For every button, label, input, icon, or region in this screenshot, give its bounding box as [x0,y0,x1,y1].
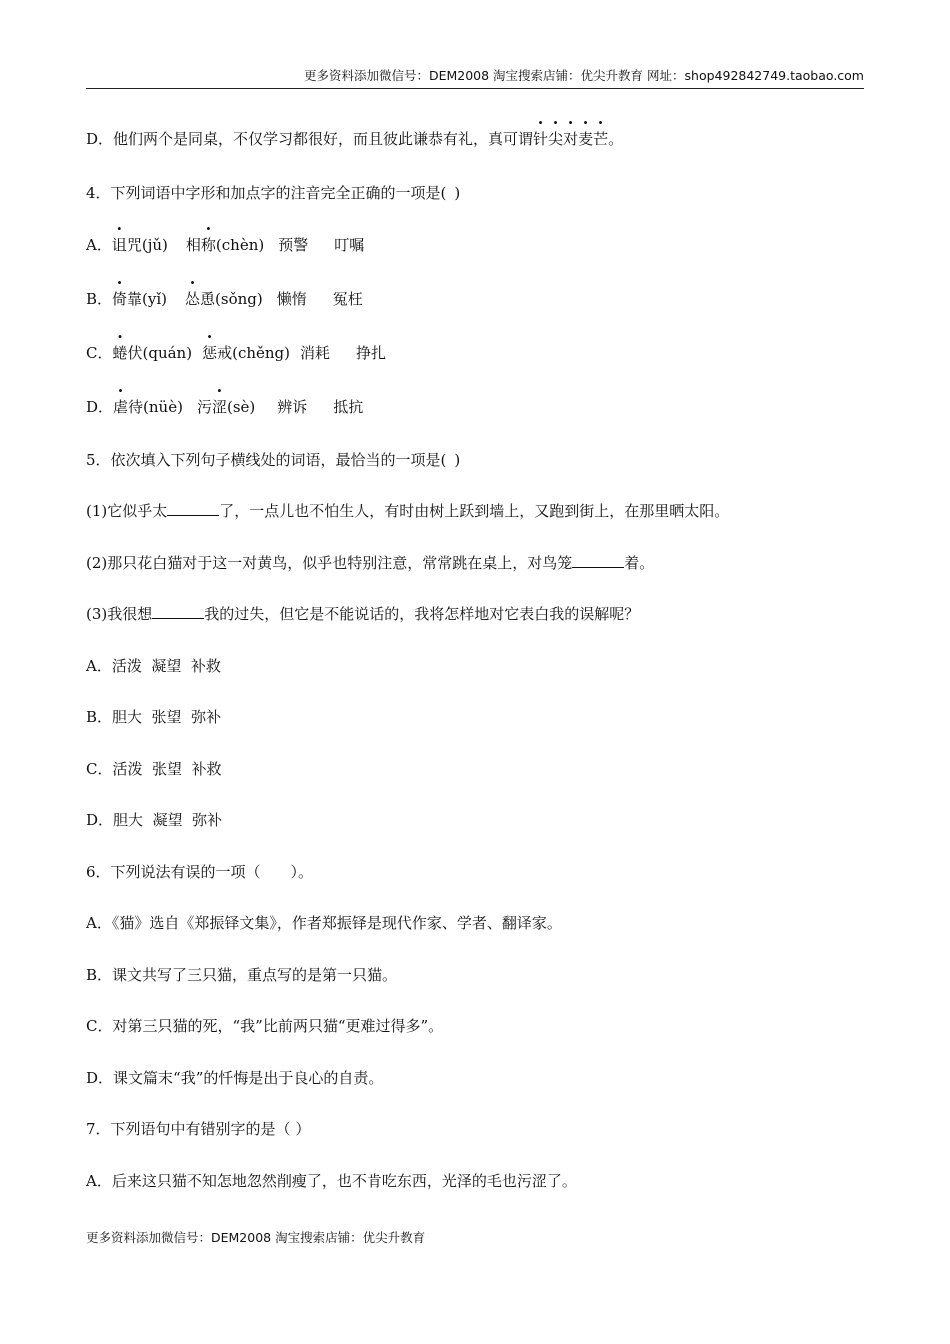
word-prefix: 相 [185,236,201,254]
word-4: 抵抗 [333,398,364,416]
word-4: 叮嘱 [334,236,365,254]
option-label: D． [86,398,114,416]
word-prefix: 污 [196,398,212,416]
q3-d-suffix: 。 [608,130,624,148]
q6-option-b: B．课文共写了三只猫，重点写的是第一只猫。 [86,966,398,984]
q5-option-a: A．活泼 凝望 补救 [86,657,221,675]
fill-blank [167,501,219,516]
dotted-char: 倚 [112,290,128,308]
fill-blank [572,553,624,568]
word-rest: 咒(jǔ) [126,236,168,254]
dotted-char: 诅 [111,236,127,254]
q5-stem-end: ) [454,451,461,469]
q6-option-d: D．课文篇末“我”的忏悔是出于良心的自责。 [86,1069,384,1087]
q5-stem-text: 5．依次填入下列句子横线处的词语，最恰当的一项是( [86,451,447,469]
q5-sentence-1 [86,500,729,522]
option-label: B． [86,290,113,308]
word-rest: (sè) [226,398,256,416]
q5-sentence-2 [86,552,654,574]
word-rest: 待(nüè) [128,398,183,416]
q4-option-d [86,396,363,418]
word-rest: 戒(chěng) [217,344,290,362]
page-footer [86,1228,425,1246]
fill-blank [152,604,204,619]
dotted-char: 芒 [593,130,609,148]
sentence-post: 着。 [624,554,655,572]
word-rest: (chèn) [215,236,265,254]
sentence-pre: (3)我很想 [86,605,153,623]
header-text: 更多资料添加微信号：DEM2008 淘宝搜索店铺：优尖升教育 网址：shop492842749.taobao.com [303,68,864,83]
q5-option-d: D．胆大 凝望 弥补 [86,811,223,829]
word-3: 辨诉 [277,398,308,416]
q4-option-b [86,288,363,310]
q4-stem [86,182,460,204]
dotted-char: 虐 [113,398,129,416]
footer-text: 更多资料添加微信号：DEM2008 淘宝搜索店铺：优尖升教育 [86,1230,426,1245]
q5-sentence-3 [86,603,639,625]
page-header [86,66,864,89]
q4-option-a [86,234,364,256]
dotted-char: 惩 [202,344,218,362]
word-rest: 靠(yǐ) [127,290,168,308]
sentence-post: 了，一点儿也不怕生人，有时由树上跃到墙上，又跑到街上，在那里晒太阳。 [219,502,730,520]
q5-option-b: B．胆大 张望 弥补 [86,708,222,726]
dotted-char: 称 [200,236,216,254]
q5-stem [86,449,460,471]
word-rest: 伏(quán) [127,344,193,362]
sentence-pre: (2)那只花白猫对于这一对黄鸟，似乎也特别注意，常常跳在桌上，对鸟笼 [86,554,573,572]
word-3: 懒惰 [276,290,307,308]
dotted-char: 对 [563,130,579,148]
q3-option-d [86,128,623,150]
q4-stem-end: ) [454,184,461,202]
dotted-char: 怂 [185,290,201,308]
sentence-pre: (1)它似乎太 [86,502,168,520]
q6-stem: 6．下列说法有误的一项（ ）。 [86,863,314,881]
option-label: A． [86,236,112,254]
q6-option-a: A．《猫》选自《郑振铎文集》，作者郑振铎是现代作家、学者、翻译家。 [86,914,562,932]
dotted-char: 涩 [211,398,227,416]
dotted-char: 蜷 [112,344,128,362]
q4-option-c [86,342,386,364]
option-label: C． [86,344,113,362]
q5-option-c: C．活泼 张望 补救 [86,760,222,778]
word-3: 消耗 [300,344,331,362]
word-4: 挣扎 [356,344,387,362]
q4-stem-text: 4．下列词语中字形和加点字的注音完全正确的一项是( [86,184,447,202]
q6-option-c: C．对第三只猫的死，“我”比前两只猫“更难过得多”。 [86,1017,444,1035]
q7-stem: 7．下列语句中有错别字的是（ ） [86,1120,311,1138]
word-4: 冤枉 [332,290,363,308]
dotted-char: 麦 [578,130,594,148]
dotted-char: 针 [533,130,549,148]
word-rest: 恿(sǒng) [200,290,263,308]
q7-option-a: A．后来这只猫不知怎地忽然削瘦了，也不肯吃东西，光泽的毛也污涩了。 [86,1172,577,1190]
word-3: 预警 [278,236,309,254]
q3-d-prefix: D．他们两个是同桌，不仅学习都很好，而且彼此谦恭有礼，真可谓 [86,130,534,148]
sentence-post: 我的过失，但它是不能说话的，我将怎样地对它表白我的误解呢？ [204,605,640,623]
dotted-char: 尖 [548,130,564,148]
